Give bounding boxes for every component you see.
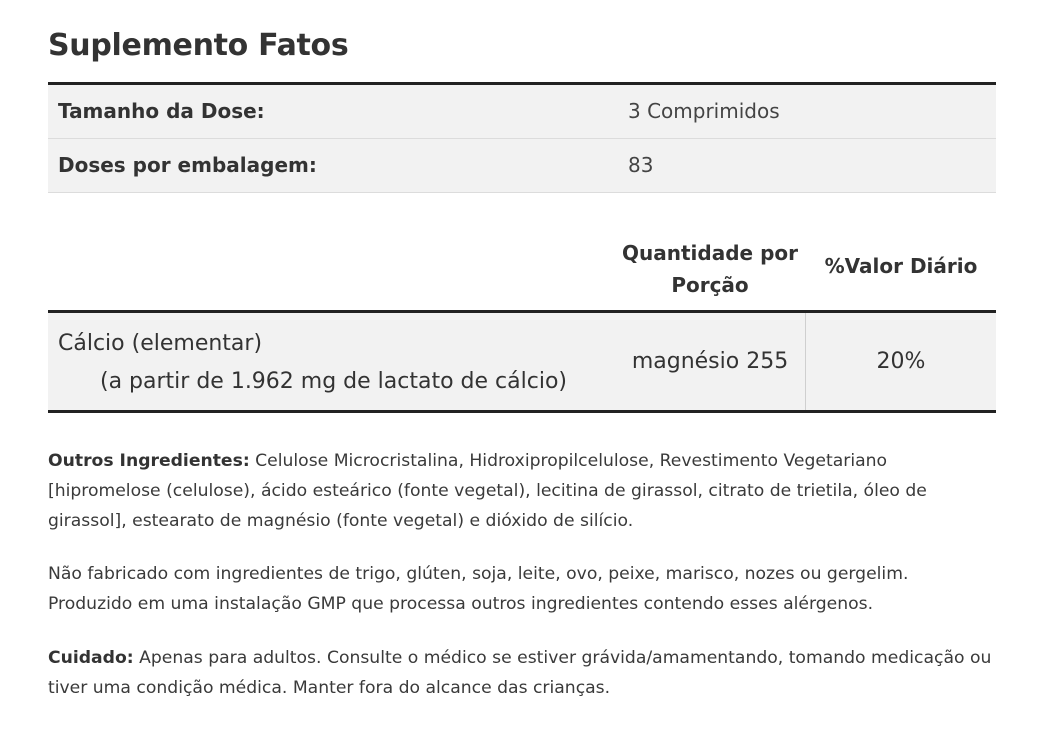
page-title: Suplemento Fatos [48, 28, 349, 63]
other-ingredients-text: Celulose Microcristalina, Hidroxipropilcelulose, Revestimento Vegetariano [hipromelose (celulose), ácido esteárico (fonte vegetal), lecitina de girassol, citrato de trietila, óleo de girassol], estearato de magnésio (fonte vegetal) e dióxido de silício. [48, 451, 927, 531]
servings-per-container-label: Doses por embalagem: [58, 153, 317, 177]
nutrient-row [48, 310, 996, 413]
other-ingredients-label: Outros Ingredientes: [48, 451, 250, 471]
servings-per-container-row [48, 139, 996, 193]
serving-size-label: Tamanho da Dose: [58, 99, 265, 123]
caution-text: Apenas para adultos. Consulte o médico se estiver grávida/amamentando, tomando medicação ou tiver uma condição médica. Manter fora do alcance das crianças. [48, 648, 992, 698]
nutrient-source: (a partir de 1.962 mg de lactato de cálcio) [100, 369, 567, 394]
amount-per-serving-header [616, 237, 804, 301]
serving-info-table [48, 82, 996, 193]
amount-header-line1: Quantidade por [622, 241, 798, 265]
caution-label: Cuidado: [48, 648, 134, 668]
nutrient-daily-value: 20% [876, 349, 926, 374]
nutrient-table-header [48, 230, 996, 310]
amount-header-line2: Porção [671, 273, 749, 297]
allergen-note: Não fabricado com ingredientes de trigo, glúten, soja, leite, ovo, peixe, marisco, nozes ou gergelim. Produzido em uma instalação GMP que processa outros ingredientes contendo esses alérgenos. [48, 564, 909, 614]
nutrient-amount: magnésio 255 [631, 349, 789, 374]
serving-size-row [48, 85, 996, 139]
daily-value-header: %Valor Diário [824, 254, 978, 278]
nutrient-name: Cálcio (elementar) [58, 331, 263, 356]
servings-per-container-value: 83 [628, 153, 654, 177]
other-ingredients [48, 446, 996, 536]
serving-size-value: 3 Comprimidos [628, 99, 780, 123]
caution [48, 643, 996, 703]
